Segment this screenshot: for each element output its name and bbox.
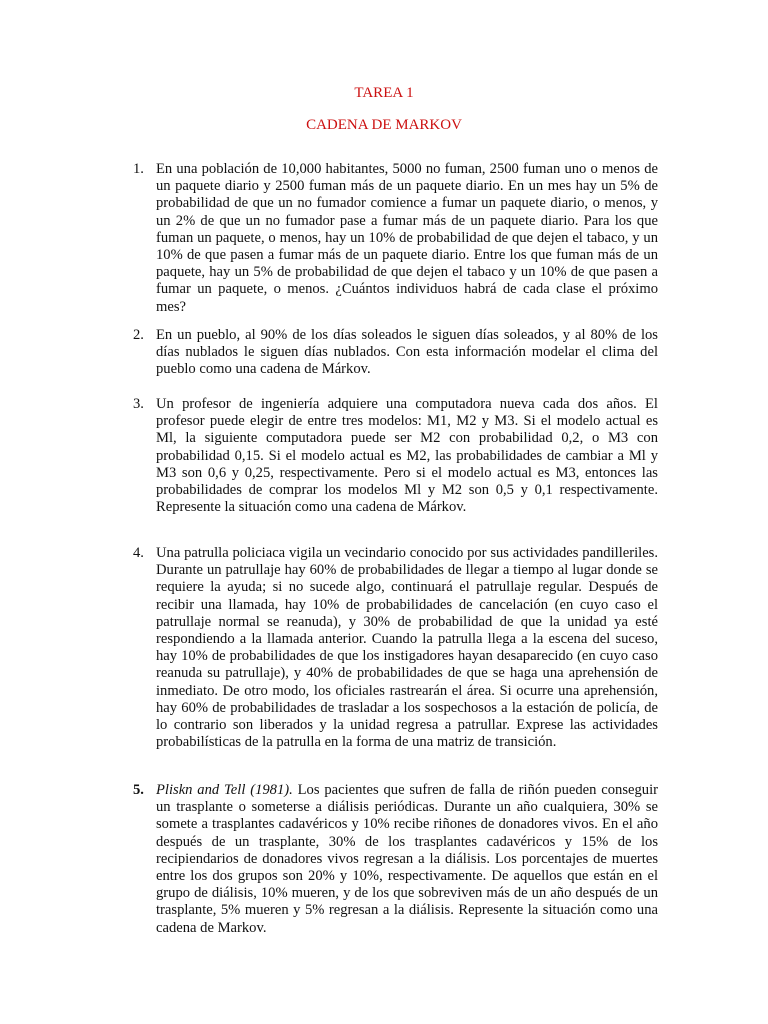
problem-number: 5.: [133, 782, 144, 798]
problem-text: En una población de 10,000 habitantes, 5000 no fuman, 2500 fuman uno o menos de un paquete diario y 2500 fuman más de un paquete diario. En un mes hay un 5% de probabilidad de que un no fumador comience a fumar un paquete diario, o menos, y un 2% de que un no fumador pase a fumar más de un paquete diario. Para los que fuman un paquete, o menos, hay un 10% de probabilidad de que dejen el tabaco, y un 10% de que pasen a fumar más de un paquete diario. Entre los que fuman más de un paquete, hay un 5% de probabilidad de que dejen el tabaco y un 10% de que pasen a fumar un paquete, o menos. ¿Cuántos individuos habrá de cada clase el próximo mes?: [156, 161, 658, 315]
page-title: TAREA 1: [354, 85, 414, 101]
problem-body: Los pacientes que sufren de falla de riñón pueden conseguir un trasplante o someterse a diálisis periódicas. Durante un año cualquiera, 30% se somete a trasplantes cadavéricos y 10% recibe riñones de donadores vivos. En el año después de un trasplante, 30% de los trasplantes cadavéricos y 15% de los recipiendarios de donadores vivos regresan a la diálisis. Los porcentajes de muertes entre los dos grupos son 20% y 10%, respectivamente. De aquellos que están en el grupo de diálisis, 10% mueren, y de los que sobreviven más de un año después de un trasplante, 5% mueren y 5% regresan a la diálisis. Represente la situación como una cadena de Markov.: [156, 782, 658, 936]
problem-number: 1.: [133, 161, 144, 177]
problem-citation: Pliskn and Tell (1981).: [156, 782, 293, 798]
problem-text: En un pueblo, al 90% de los días soleados le siguen días soleados, y al 80% de los días nublados le siguen días nublados. Con esta información modelar el clima del pueblo como una cadena de Márkov.: [156, 327, 658, 378]
problem-text: [156, 782, 658, 937]
problem-number: 2.: [133, 327, 144, 343]
page-subtitle: CADENA DE MARKOV: [306, 117, 462, 133]
problem-number: 3.: [133, 396, 144, 412]
problem-number: 4.: [133, 545, 144, 561]
problem-text: Un profesor de ingeniería adquiere una computadora nueva cada dos años. El profesor puede elegir de entre tres modelos: M1, M2 y M3. Si el modelo actual es Ml, la siguiente computadora puede ser M2 con probabilidad 0,2, o M3 con probabilidad 0,15. Si el modelo actual es M2, las probabilidades de cambiar a Ml y M3 son 0,6 y 0,25, respectivamente. Pero si el modelo actual es M3, entonces las probabilidades de comprar los modelos Ml y M2 son 0,5 y 0,1 respectivamente. Represente la situación como una cadena de Márkov.: [156, 396, 658, 516]
problem-text: Una patrulla policiaca vigila un vecindario conocido por sus actividades pandilleriles. Durante un patrullaje hay 60% de probabilidades de llegar a tiempo al lugar donde se requiere la ayuda; si no sucede algo, continuará el patrullaje regular. Después de recibir una llamada, hay 10% de probabilidades de cancelación (en cuyo caso el patrullaje normal se reanuda), y 30% de probabilidad de que la unidad ya esté respondiendo a la llamada anterior. Cuando la patrulla llega a la escena del suceso, hay 10% de probabilidades de que los instigadores hayan desaparecido (en cuyo caso reanuda su patrullaje), y 40% de probabilidades de que se haga una aprehensión de inmediato. De otro modo, los oficiales rastrearán el área. Si ocurre una aprehensión, hay 60% de probabilidades de trasladar a los sospechosos a la estación de policía, de lo contrario son liberados y la unidad regresa a patrullar. Exprese las actividades probabilísticas de la patrulla en la forma de una matriz de transición.: [156, 545, 658, 751]
